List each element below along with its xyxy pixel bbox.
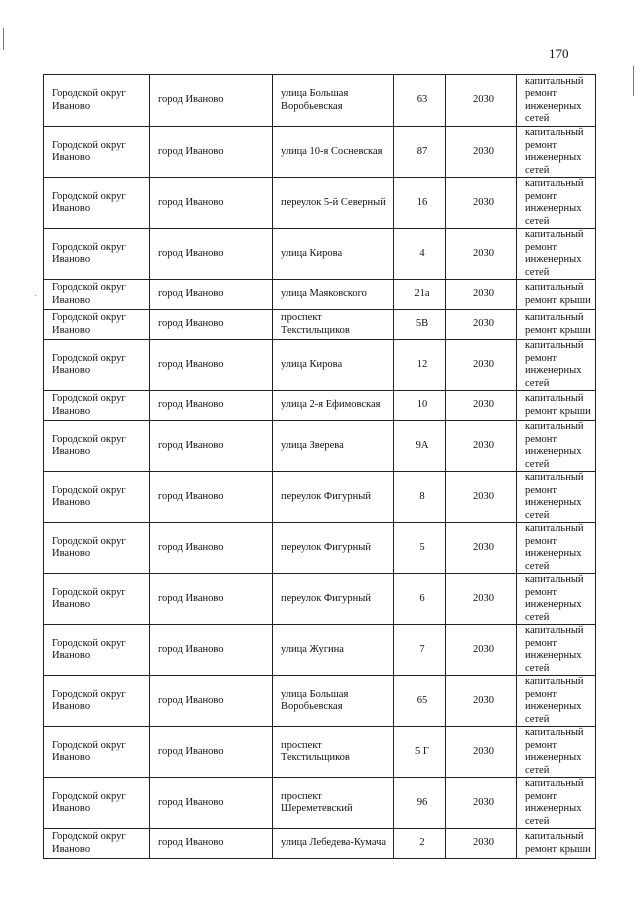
work-type-cell-text: капитальный ремонт крыши xyxy=(525,831,591,855)
table-row xyxy=(44,280,596,310)
settlement-cell-text: город Иваново xyxy=(158,592,224,604)
street-cell-text: переулок Фигурный xyxy=(281,490,371,502)
work-type-cell-text: капитальный ремонт крыши xyxy=(525,312,591,336)
municipality-cell xyxy=(44,421,150,472)
municipality-cell xyxy=(44,829,150,859)
work-type-cell xyxy=(517,676,596,727)
settlement-cell-text: город Иваново xyxy=(158,94,224,106)
street-cell-text: переулок 5-й Северный xyxy=(281,196,386,208)
street-cell-text: улица Кирова xyxy=(281,358,343,370)
municipality-cell xyxy=(44,391,150,421)
street-cell xyxy=(273,280,394,310)
house-number-cell-text: 2 xyxy=(419,837,425,849)
work-type-cell-text: капитальный ремонт инженерных сетей xyxy=(525,727,584,776)
repair-schedule-table xyxy=(43,74,596,859)
work-type-cell xyxy=(517,280,596,310)
street-cell-text: улица 10-я Сосневская xyxy=(281,145,383,157)
municipality-cell-text: Городской округ Иваново xyxy=(52,433,126,457)
work-type-cell-text: капитальный ремонт инженерных сетей xyxy=(525,574,584,623)
table-row xyxy=(44,310,596,340)
house-number-cell xyxy=(394,229,446,280)
street-cell-text: улица Большая Воробьевская xyxy=(281,88,349,112)
page-number: 170 xyxy=(549,46,569,61)
work-type-cell xyxy=(517,727,596,778)
municipality-cell xyxy=(44,778,150,829)
year-cell xyxy=(446,229,517,280)
municipality-cell-text: Городской округ Иваново xyxy=(52,282,126,306)
year-cell-text: 2030 xyxy=(473,592,494,604)
house-number-cell-text: 4 xyxy=(419,247,425,259)
municipality-cell-text: Городской округ Иваново xyxy=(52,139,126,163)
house-number-cell-text: 16 xyxy=(416,196,428,208)
year-cell-text: 2030 xyxy=(473,358,494,370)
street-cell xyxy=(273,523,394,574)
year-cell xyxy=(446,391,517,421)
work-type-cell xyxy=(517,574,596,625)
house-number-cell xyxy=(394,391,446,421)
work-type-cell xyxy=(517,421,596,472)
house-number-cell-text: 10 xyxy=(416,399,428,411)
work-type-cell-text: капитальный ремонт инженерных сетей xyxy=(525,523,584,572)
work-type-cell-text: капитальный ремонт инженерных сетей xyxy=(525,75,584,124)
table-row xyxy=(44,391,596,421)
house-number-cell xyxy=(394,340,446,391)
settlement-cell xyxy=(150,676,273,727)
settlement-cell xyxy=(150,829,273,859)
table-row xyxy=(44,625,596,676)
street-cell xyxy=(273,178,394,229)
table-row xyxy=(44,574,596,625)
municipality-cell-text: Городской округ Иваново xyxy=(52,241,126,265)
year-cell-text: 2030 xyxy=(473,288,494,300)
year-cell-text: 2030 xyxy=(473,796,494,808)
municipality-cell xyxy=(44,676,150,727)
year-cell xyxy=(446,340,517,391)
work-type-cell-text: капитальный ремонт инженерных сетей xyxy=(525,421,584,470)
house-number-cell xyxy=(394,421,446,472)
settlement-cell xyxy=(150,574,273,625)
settlement-cell xyxy=(150,778,273,829)
work-type-cell xyxy=(517,523,596,574)
street-cell xyxy=(273,229,394,280)
street-cell-text: улица Маяковского xyxy=(281,288,367,300)
settlement-cell xyxy=(150,472,273,523)
house-number-cell-text: 12 xyxy=(416,358,428,370)
table-row xyxy=(44,778,596,829)
year-cell xyxy=(446,127,517,178)
settlement-cell-text: город Иваново xyxy=(158,247,224,259)
municipality-cell-text: Городской округ Иваново xyxy=(52,312,126,336)
settlement-cell xyxy=(150,229,273,280)
street-cell-text: улица Лебедева-Кумача xyxy=(281,837,387,849)
street-cell-text: проспект Текстильщиков xyxy=(281,312,350,336)
house-number-cell xyxy=(394,829,446,859)
year-cell-text: 2030 xyxy=(473,490,494,502)
house-number-cell xyxy=(394,127,446,178)
year-cell xyxy=(446,178,517,229)
street-cell-text: улица 2-я Ефимовская xyxy=(281,399,381,411)
street-cell xyxy=(273,676,394,727)
municipality-cell-text: Городской округ Иваново xyxy=(52,790,126,814)
year-cell-text: 2030 xyxy=(473,439,494,451)
settlement-cell-text: город Иваново xyxy=(158,318,224,330)
year-cell-text: 2030 xyxy=(473,399,494,411)
settlement-cell xyxy=(150,178,273,229)
table-row xyxy=(44,75,596,127)
work-type-cell-text: капитальный ремонт инженерных сетей xyxy=(525,229,584,278)
house-number-cell xyxy=(394,310,446,340)
house-number-cell xyxy=(394,625,446,676)
street-cell-text: улица Кирова xyxy=(281,247,343,259)
house-number-cell xyxy=(394,280,446,310)
house-number-cell-text: 21а xyxy=(414,288,430,300)
settlement-cell xyxy=(150,280,273,310)
street-cell xyxy=(273,127,394,178)
year-cell-text: 2030 xyxy=(473,318,494,330)
year-cell-text: 2030 xyxy=(473,541,494,553)
municipality-cell-text: Городской округ Иваново xyxy=(52,190,126,214)
settlement-cell xyxy=(150,127,273,178)
year-cell xyxy=(446,778,517,829)
settlement-cell xyxy=(150,523,273,574)
house-number-cell xyxy=(394,178,446,229)
scan-speck xyxy=(35,295,36,296)
settlement-cell-text: город Иваново xyxy=(158,837,224,849)
scan-margin-mark-right xyxy=(633,66,634,96)
street-cell-text: улица Жугина xyxy=(281,643,344,655)
work-type-cell-text: капитальный ремонт инженерных сетей xyxy=(525,340,584,389)
year-cell-text: 2030 xyxy=(473,837,494,849)
table-row xyxy=(44,229,596,280)
work-type-cell xyxy=(517,310,596,340)
work-type-cell-text: капитальный ремонт крыши xyxy=(525,282,591,306)
year-cell xyxy=(446,280,517,310)
work-type-cell-text: капитальный ремонт крыши xyxy=(525,393,591,417)
settlement-cell xyxy=(150,310,273,340)
municipality-cell xyxy=(44,229,150,280)
work-type-cell xyxy=(517,127,596,178)
settlement-cell xyxy=(150,421,273,472)
house-number-cell xyxy=(394,676,446,727)
municipality-cell-text: Городской округ Иваново xyxy=(52,586,126,610)
year-cell-text: 2030 xyxy=(473,745,494,757)
year-cell-text: 2030 xyxy=(473,196,494,208)
year-cell xyxy=(446,829,517,859)
street-cell-text: переулок Фигурный xyxy=(281,541,371,553)
year-cell xyxy=(446,574,517,625)
municipality-cell xyxy=(44,574,150,625)
table-row xyxy=(44,472,596,523)
table-row xyxy=(44,727,596,778)
year-cell-text: 2030 xyxy=(473,643,494,655)
street-cell-text: улица Большая Воробьевская xyxy=(281,688,349,712)
year-cell-text: 2030 xyxy=(473,694,494,706)
settlement-cell xyxy=(150,625,273,676)
year-cell xyxy=(446,472,517,523)
year-cell-text: 2030 xyxy=(473,94,494,106)
street-cell xyxy=(273,75,394,127)
house-number-cell-text: 9А xyxy=(415,439,429,451)
house-number-cell-text: 5В xyxy=(415,318,429,330)
settlement-cell-text: город Иваново xyxy=(158,541,224,553)
settlement-cell-text: город Иваново xyxy=(158,399,224,411)
settlement-cell-text: город Иваново xyxy=(158,145,224,157)
street-cell xyxy=(273,727,394,778)
scan-margin-mark-left xyxy=(3,28,4,50)
table-row xyxy=(44,421,596,472)
year-cell xyxy=(446,310,517,340)
municipality-cell-text: Городской округ Иваново xyxy=(52,88,126,112)
municipality-cell xyxy=(44,340,150,391)
work-type-cell xyxy=(517,340,596,391)
settlement-cell xyxy=(150,75,273,127)
settlement-cell-text: город Иваново xyxy=(158,796,224,808)
work-type-cell xyxy=(517,178,596,229)
house-number-cell-text: 87 xyxy=(416,145,428,157)
work-type-cell xyxy=(517,829,596,859)
municipality-cell xyxy=(44,727,150,778)
house-number-cell xyxy=(394,472,446,523)
year-cell xyxy=(446,625,517,676)
street-cell xyxy=(273,625,394,676)
work-type-cell xyxy=(517,778,596,829)
work-type-cell xyxy=(517,472,596,523)
house-number-cell-text: 7 xyxy=(419,643,425,655)
year-cell xyxy=(446,421,517,472)
house-number-cell-text: 65 xyxy=(416,694,428,706)
municipality-cell xyxy=(44,178,150,229)
work-type-cell xyxy=(517,625,596,676)
municipality-cell xyxy=(44,280,150,310)
work-type-cell-text: капитальный ремонт инженерных сетей xyxy=(525,472,584,521)
table-row xyxy=(44,829,596,859)
settlement-cell-text: город Иваново xyxy=(158,490,224,502)
municipality-cell xyxy=(44,127,150,178)
street-cell xyxy=(273,391,394,421)
work-type-cell xyxy=(517,391,596,421)
settlement-cell-text: город Иваново xyxy=(158,643,224,655)
municipality-cell xyxy=(44,310,150,340)
street-cell-text: улица Зверева xyxy=(281,439,344,451)
municipality-cell-text: Городской округ Иваново xyxy=(52,831,126,855)
settlement-cell-text: город Иваново xyxy=(158,358,224,370)
street-cell xyxy=(273,310,394,340)
street-cell xyxy=(273,778,394,829)
municipality-cell-text: Городской округ Иваново xyxy=(52,393,126,417)
work-type-cell xyxy=(517,229,596,280)
house-number-cell xyxy=(394,523,446,574)
table-row xyxy=(44,127,596,178)
municipality-cell-text: Городской округ Иваново xyxy=(52,637,126,661)
year-cell xyxy=(446,75,517,127)
work-type-cell-text: капитальный ремонт инженерных сетей xyxy=(525,625,584,674)
settlement-cell-text: город Иваново xyxy=(158,745,224,757)
settlement-cell-text: город Иваново xyxy=(158,694,224,706)
house-number-cell-text: 5 xyxy=(419,541,425,553)
municipality-cell xyxy=(44,472,150,523)
work-type-cell xyxy=(517,75,596,127)
municipality-cell xyxy=(44,625,150,676)
settlement-cell xyxy=(150,340,273,391)
year-cell-text: 2030 xyxy=(473,247,494,259)
table-row xyxy=(44,178,596,229)
house-number-cell xyxy=(394,778,446,829)
settlement-cell-text: город Иваново xyxy=(158,288,224,300)
house-number-cell-text: 5 Г xyxy=(415,745,429,757)
settlement-cell-text: город Иваново xyxy=(158,196,224,208)
work-type-cell-text: капитальный ремонт инженерных сетей xyxy=(525,178,584,227)
municipality-cell-text: Городской округ Иваново xyxy=(52,352,126,376)
house-number-cell xyxy=(394,75,446,127)
settlement-cell-text: город Иваново xyxy=(158,439,224,451)
house-number-cell-text: 63 xyxy=(416,94,428,106)
street-cell-text: проспект Текстильщиков xyxy=(281,739,350,763)
street-cell xyxy=(273,472,394,523)
table-row xyxy=(44,676,596,727)
street-cell xyxy=(273,829,394,859)
work-type-cell-text: капитальный ремонт инженерных сетей xyxy=(525,127,584,176)
municipality-cell xyxy=(44,523,150,574)
settlement-cell xyxy=(150,391,273,421)
year-cell-text: 2030 xyxy=(473,145,494,157)
year-cell xyxy=(446,727,517,778)
street-cell-text: проспект Шереметевский xyxy=(281,790,353,814)
municipality-cell xyxy=(44,75,150,127)
year-cell xyxy=(446,676,517,727)
table-body xyxy=(44,75,596,859)
table-row xyxy=(44,523,596,574)
work-type-cell-text: капитальный ремонт инженерных сетей xyxy=(525,676,584,725)
street-cell xyxy=(273,421,394,472)
street-cell xyxy=(273,340,394,391)
house-number-cell-text: 6 xyxy=(419,592,425,604)
work-type-cell-text: капитальный ремонт инженерных сетей xyxy=(525,778,584,827)
settlement-cell xyxy=(150,727,273,778)
street-cell-text: переулок Фигурный xyxy=(281,592,371,604)
street-cell xyxy=(273,574,394,625)
municipality-cell-text: Городской округ Иваново xyxy=(52,739,126,763)
table-row xyxy=(44,340,596,391)
house-number-cell xyxy=(394,727,446,778)
year-cell xyxy=(446,523,517,574)
municipality-cell-text: Городской округ Иваново xyxy=(52,484,126,508)
municipality-cell-text: Городской округ Иваново xyxy=(52,688,126,712)
municipality-cell-text: Городской округ Иваново xyxy=(52,535,126,559)
house-number-cell-text: 8 xyxy=(419,490,425,502)
house-number-cell-text: 96 xyxy=(416,796,428,808)
house-number-cell xyxy=(394,574,446,625)
